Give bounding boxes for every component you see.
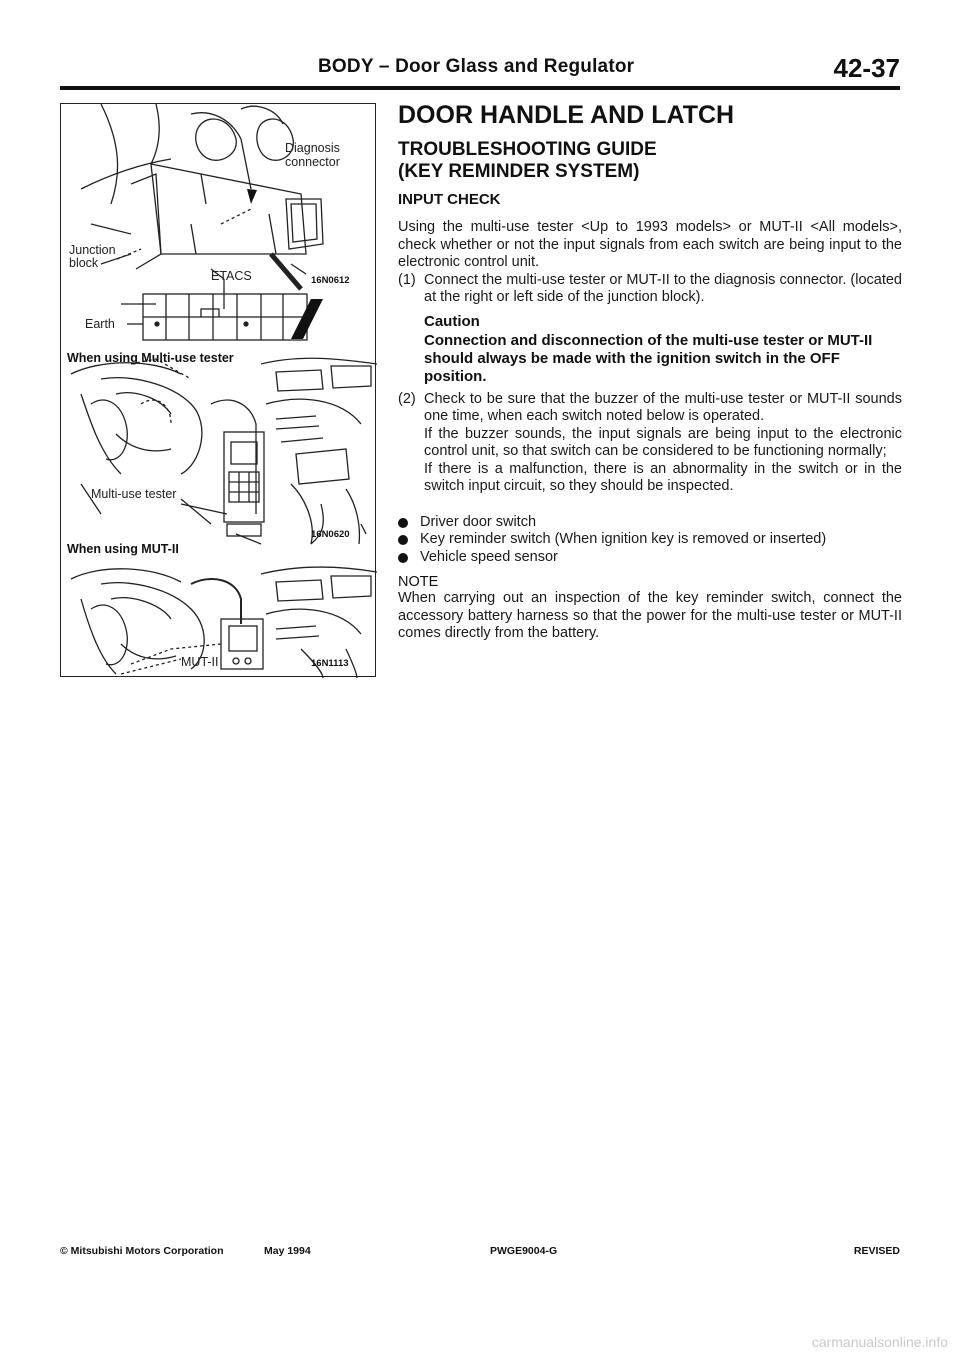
footer-doc-code: PWGE9004-G bbox=[490, 1245, 558, 1257]
input-check-heading: INPUT CHECK bbox=[398, 191, 501, 208]
caution-text: Connection and disconnection of the multi-use tester or MUT-II should always be made with the ignition switch in the OFF position. bbox=[424, 331, 873, 385]
footer-status: REVISED bbox=[853, 1245, 900, 1257]
illustration-frame bbox=[60, 103, 376, 677]
label-mut-ii: MUT-II bbox=[181, 655, 219, 669]
label-multi-use-tester: Multi-use tester bbox=[91, 487, 177, 501]
footer-copyright: © Mitsubishi Motors Corporation bbox=[60, 1245, 224, 1257]
panel-title-mut-ii: When using MUT-II bbox=[67, 542, 179, 556]
step-2 bbox=[398, 391, 902, 496]
panel-title-multi-use-tester: When using Multi-use tester bbox=[67, 351, 234, 365]
watermark: carmanualsonline.info bbox=[811, 1334, 948, 1350]
list-item: Vehicle speed sensor bbox=[398, 549, 902, 567]
step-1 bbox=[398, 272, 902, 307]
label-junction: Junction bbox=[69, 243, 116, 257]
list-item: Key reminder switch (When ignition key is removed or inserted) bbox=[398, 531, 902, 549]
intro-paragraph: Using the multi-use tester <Up to 1993 models> or MUT-II <All models>, check whether or not the input signals from each switch are being input to the electronic control unit. bbox=[398, 219, 902, 270]
illustration-drawings bbox=[61, 104, 377, 678]
step-2-number: (2) bbox=[398, 390, 416, 407]
list-item: Driver door switch bbox=[398, 514, 902, 532]
step-2-text-c: If there is a malfunction, there is an abnormality in the switch or in the switch input circuit, so they should be inspected. bbox=[424, 460, 902, 494]
page-title: BODY – Door Glass and Regulator bbox=[318, 56, 635, 77]
note-heading: NOTE bbox=[398, 574, 439, 590]
label-block: block bbox=[69, 256, 99, 270]
label-diagnosis: Diagnosis bbox=[285, 141, 340, 155]
section-heading: DOOR HANDLE AND LATCH bbox=[398, 101, 735, 129]
label-earth: Earth bbox=[85, 317, 115, 331]
step-1-text: Connect the multi-use tester or MUT-II to the diagnosis connector. (located at the right or left side of the junction block). bbox=[424, 271, 902, 305]
bullet-icon bbox=[398, 518, 408, 528]
step-2-text-a: Check to be sure that the buzzer of the multi-use tester or MUT-II sounds one time, when each switch noted below is operated. bbox=[424, 390, 902, 424]
figure-code-2: 16N0620 bbox=[311, 529, 350, 540]
step-1-number: (1) bbox=[398, 271, 416, 288]
label-etacs: ETACS bbox=[211, 269, 252, 283]
bullet-icon bbox=[398, 535, 408, 545]
note-text: When carrying out an inspection of the key reminder switch, connect the accessory battery harness so that the power for the multi-use tester or MUT-II comes directly from the battery. bbox=[398, 590, 902, 641]
label-connector: connector bbox=[285, 155, 340, 169]
text-column bbox=[398, 100, 902, 643]
switch-list bbox=[398, 514, 902, 567]
figure-code-3: 16N1113 bbox=[311, 658, 349, 669]
page-number: 42-37 bbox=[833, 53, 900, 83]
subheading-line-2: (KEY REMINDER SYSTEM) bbox=[398, 161, 640, 182]
caution-heading: Caution bbox=[424, 312, 480, 330]
footer-date: May 1994 bbox=[264, 1245, 311, 1257]
bullet-icon bbox=[398, 553, 408, 563]
subheading-line-1: TROUBLESHOOTING GUIDE bbox=[398, 139, 657, 160]
header-rule bbox=[60, 86, 900, 90]
step-2-text-b: If the buzzer sounds, the input signals are being input to the electronic control unit, so that switch can be considered to be functioning normally; bbox=[424, 425, 902, 459]
figure-code-1: 16N0612 bbox=[311, 275, 350, 286]
